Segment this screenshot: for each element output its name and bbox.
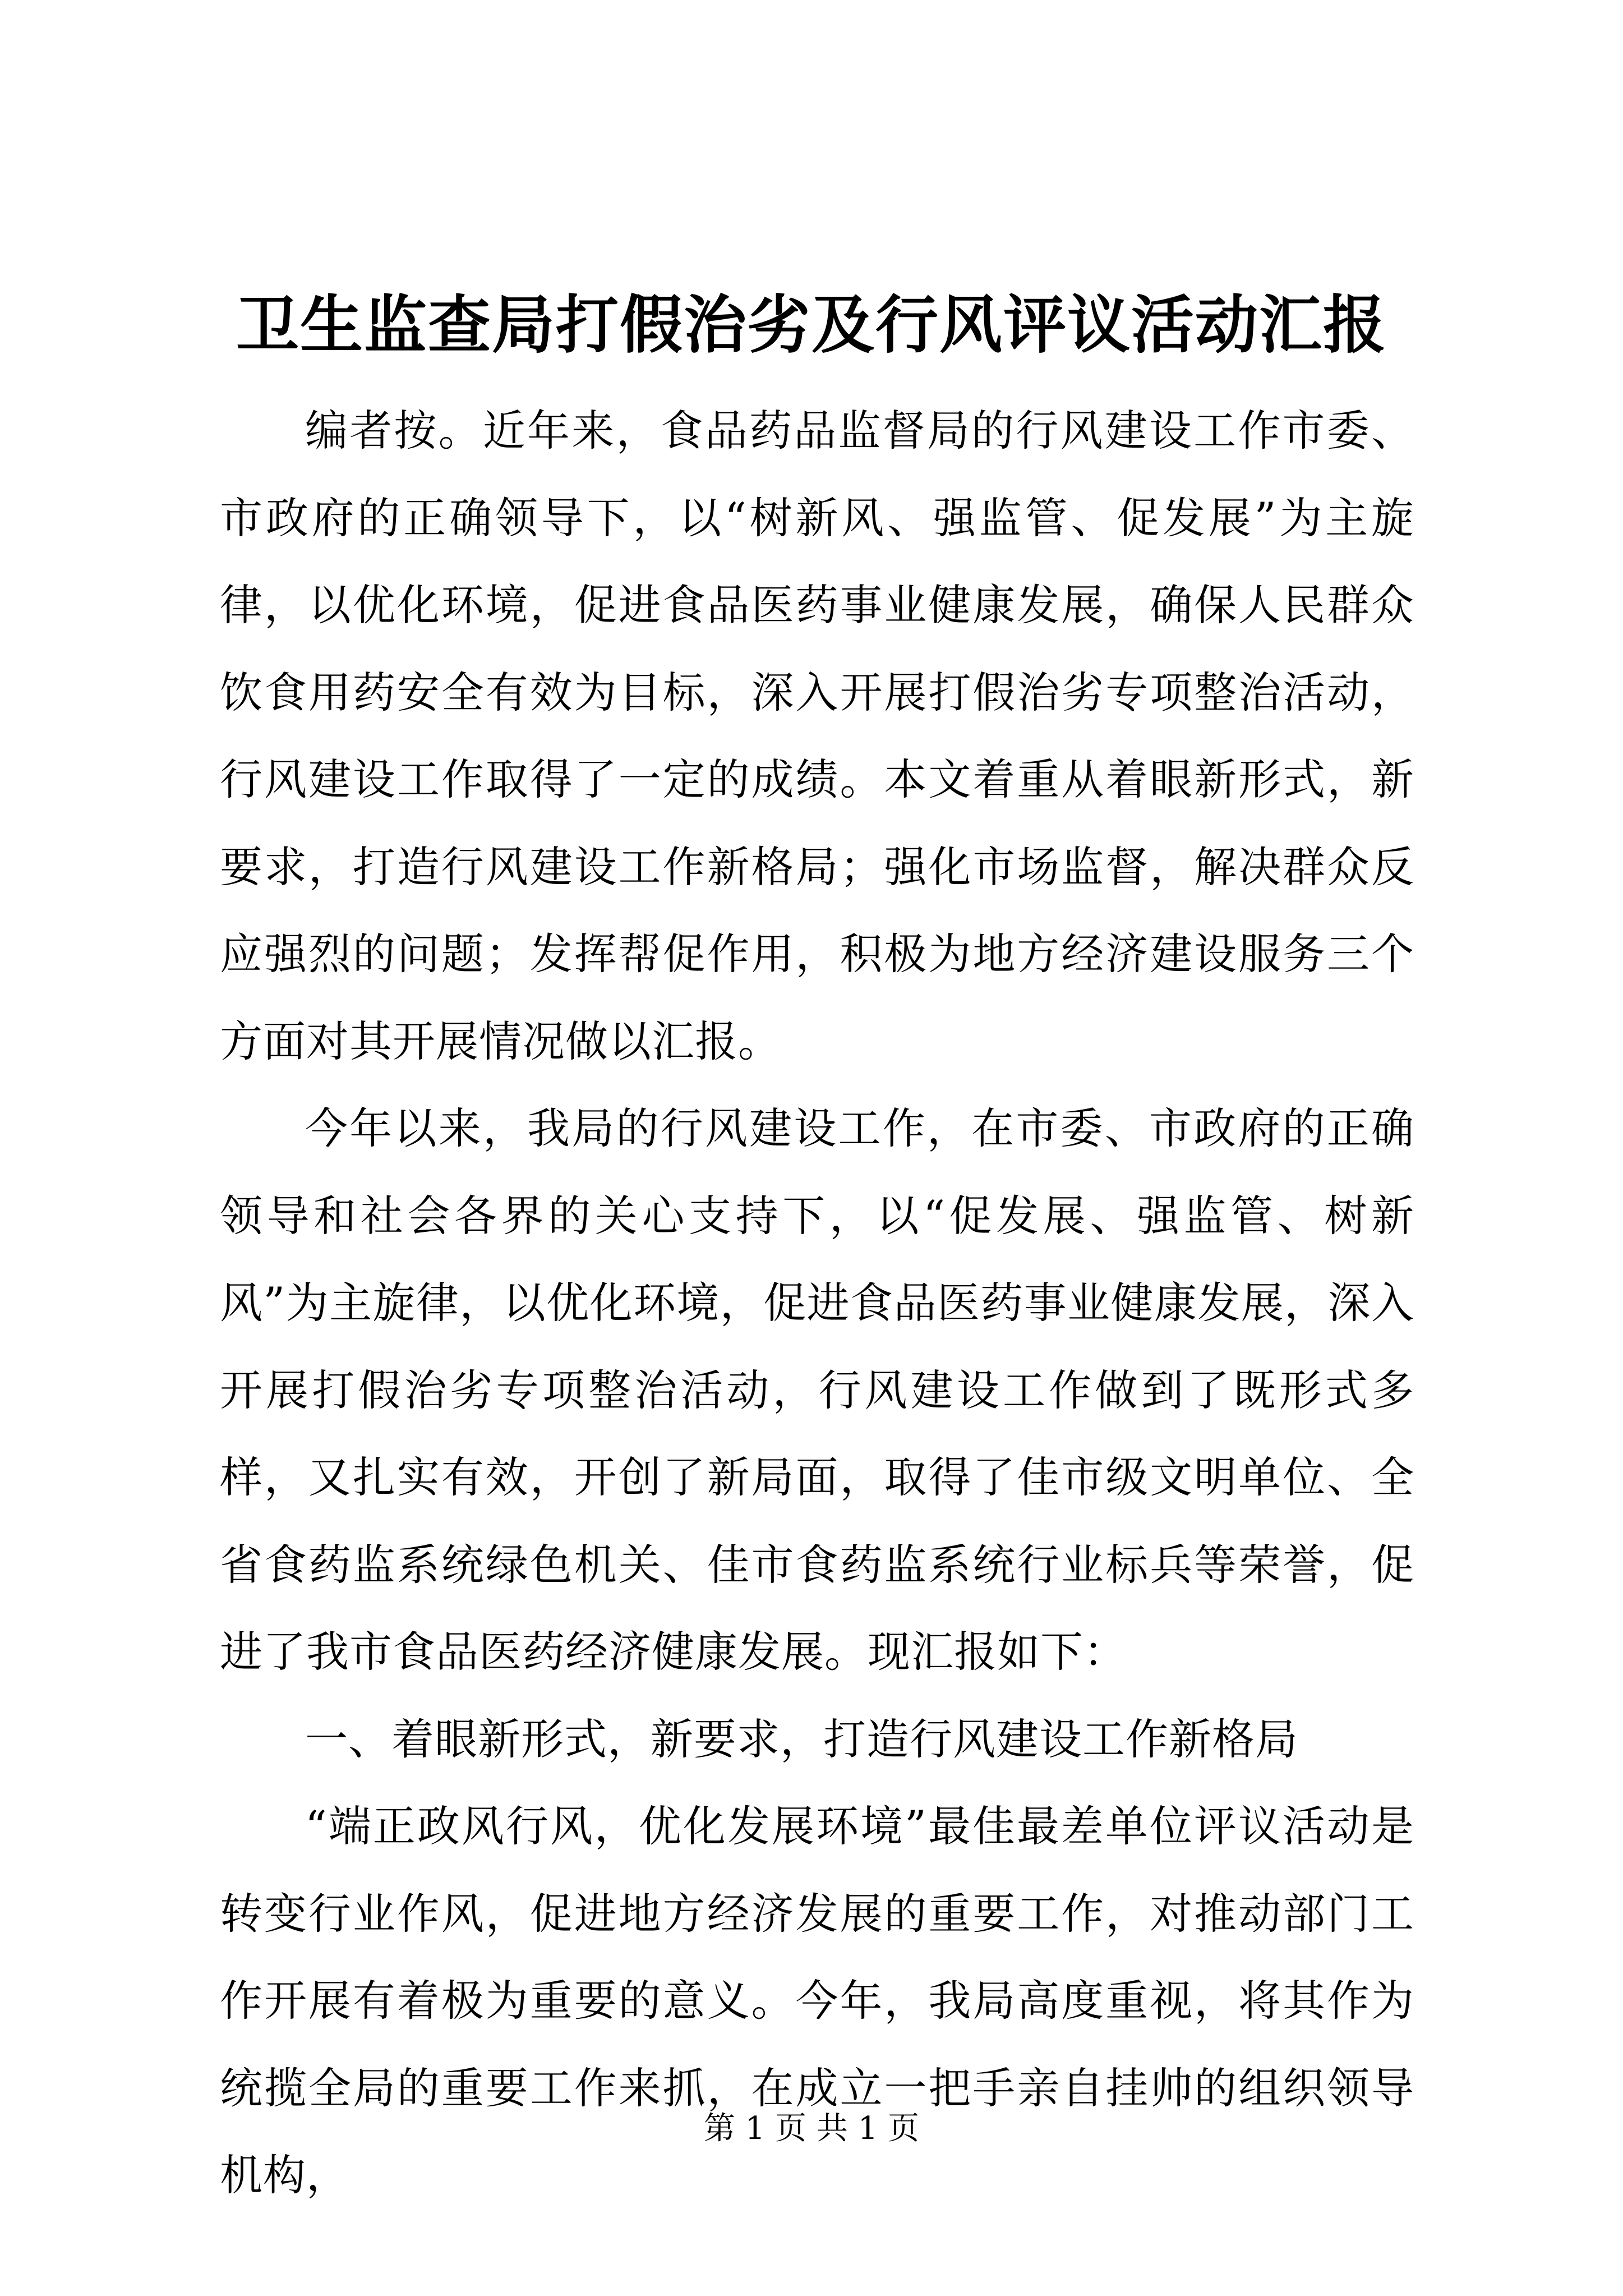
- page-footer: 第 1 页 共 1 页: [703, 2110, 920, 2147]
- paragraph-editor-note: 编者按。近年来，食品药品监督局的行风建设工作市委、市政府的正确领导下，以“树新风、强监管、促发展”为主旋律，以优化环境，促进食品医药事业健康发展，确保人民群众饮食用药安全有效为目标，深入开展打假治劣专项整治活动，行风建设工作取得了一定的成绩。本文着重从着眼新形式，新要求，打造行风建设工作新格局；强化市场监督，解决群众反应强烈的问题；发挥帮促作用，积极为地方经济建设服务三个方面对其开展情况做以汇报。: [220, 406, 1414, 1066]
- document-title: 卫生监查局打假治劣及行风评议活动汇报: [236, 288, 1387, 362]
- document-body: [220, 387, 1414, 2219]
- section-heading: 一、着眼新形式，新要求，打造行风建设工作新格局: [305, 1714, 1298, 1764]
- paragraph-section-one: “端正政风行风，优化发展环境”最佳最差单位评议活动是转变行业作风，促进地方经济发展的重要工作，对推动部门工作开展有着极为重要的意义。今年，我局高度重视，将其作为统揽全局的重要工作来抓，在成立一把手亲自挂帅的组织领导机构，: [220, 1801, 1414, 2200]
- paragraph-intro: 今年以来，我局的行风建设工作，在市委、市政府的正确领导和社会各界的关心支持下，以“促发展、强监管、树新风”为主旋律，以优化环境，促进食品医药事业健康发展，深入开展打假治劣专项整治活动，行风建设工作做到了既形式多样，又扎实有效，开创了新局面，取得了佳市级文明单位、全省食药监系统绿色机关、佳市食药监系统行业标兵等荣誉，促进了我市食品医药经济健康发展。现汇报如下：: [220, 1103, 1414, 1677]
